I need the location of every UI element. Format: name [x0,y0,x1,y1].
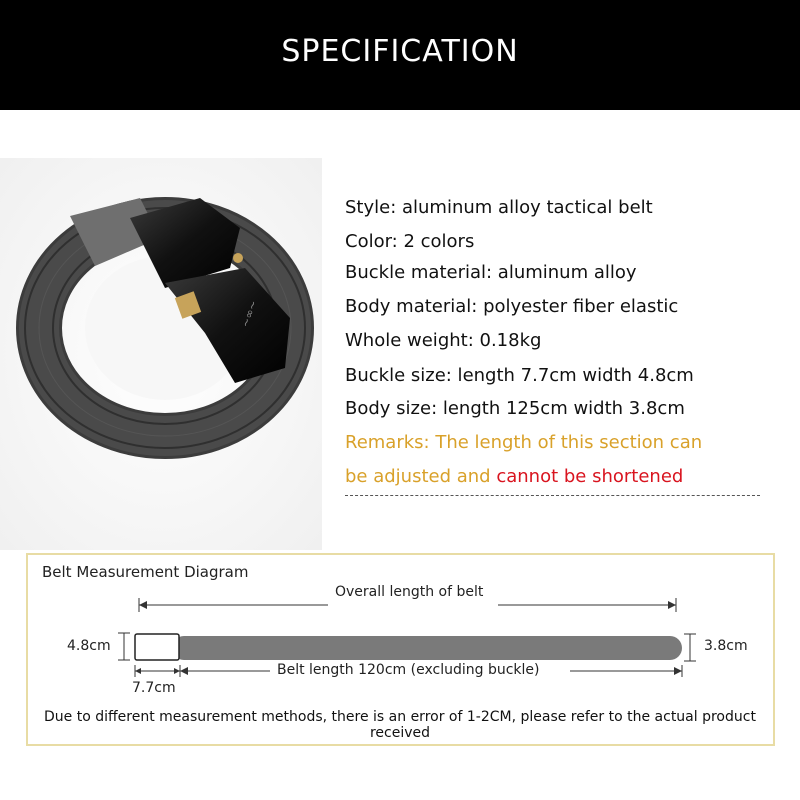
remark-warning: cannot be shortened [496,466,684,487]
spec-weight: Whole weight: 0.18kg [345,330,542,351]
svg-text:~∞~: ~∞~ [238,298,261,330]
spec-color: Color: 2 colors [345,231,475,252]
buckle-width-label: 4.8cm [67,638,111,654]
spec-buckle-material: Buckle material: aluminum alloy [345,262,637,283]
belt-length-label: Belt length 120cm (excluding buckle) [277,662,540,678]
page-title: SPECIFICATION [281,34,519,69]
remark-adjustable: be adjusted and [345,466,497,487]
remark-line-1: Remarks: The length of this section can [345,432,703,453]
overall-length-label: Overall length of belt [335,584,484,600]
spec-body-material: Body material: polyester fiber elastic [345,296,679,317]
diagram-title: Belt Measurement Diagram [42,563,249,581]
measurement-note: Due to different measurement methods, there is an error of 1-2CM, please refer to the actual product received [44,709,756,741]
body-width-label: 3.8cm [704,638,748,654]
buckle-length-label: 7.7cm [132,680,176,696]
spec-buckle-size: Buckle size: length 7.7cm width 4.8cm [345,365,694,386]
spec-style: Style: aluminum alloy tactical belt [345,197,653,218]
spec-body-size: Body size: length 125cm width 3.8cm [345,398,685,419]
